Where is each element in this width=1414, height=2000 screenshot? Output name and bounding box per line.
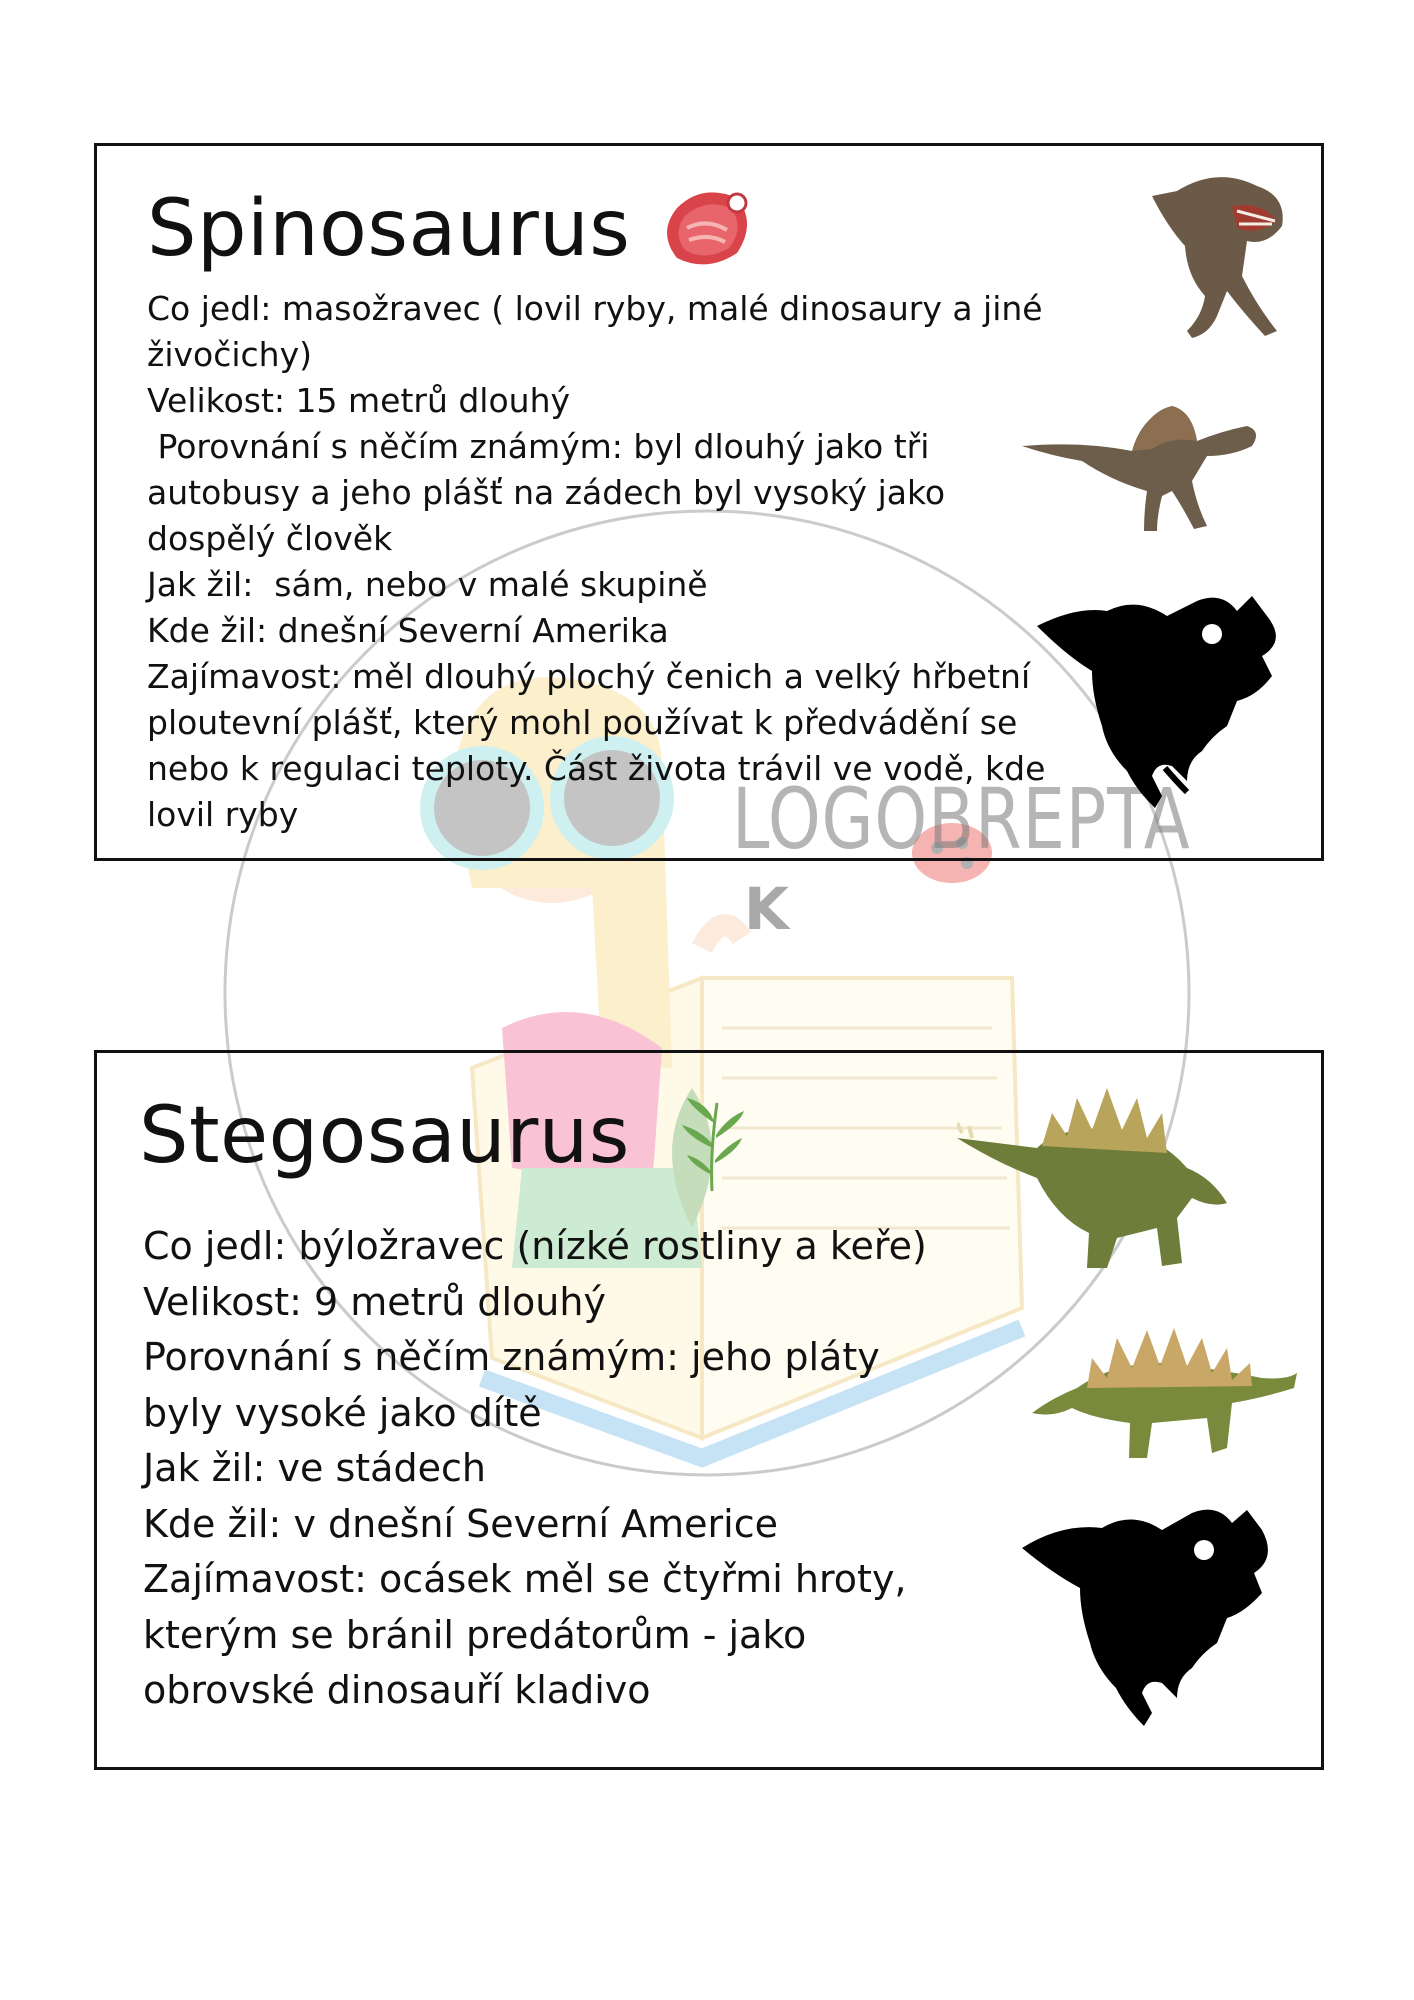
info-line: Zajímavost: měl dlouhý plochý čenich a velký hřbetní (147, 657, 1031, 696)
spinosaurus-walking-image (1022, 401, 1262, 541)
info-line: nebo k regulaci teploty. Část života trávil ve vodě, kde (147, 749, 1046, 788)
card-description (147, 286, 1107, 838)
info-line: Co jedl: masožravec ( lovil ryby, malé dinosaury a jiné (147, 289, 1043, 328)
info-line: byly vysoké jako dítě (143, 1390, 542, 1435)
north-america-map-silhouette (1022, 1498, 1277, 1728)
stegosaurus-side-image (957, 1068, 1232, 1273)
spinosaurus-roaring-image (1147, 166, 1302, 346)
leaf-icon (672, 1093, 752, 1193)
info-line: obrovské dinosauří kladivo (143, 1668, 651, 1712)
dinosaur-card-stegosaurus (94, 1050, 1324, 1770)
info-line: Co jedl: býložravec (nízké rostliny a keře) (143, 1224, 927, 1268)
meat-icon (657, 178, 757, 278)
info-line: Porovnání s něčím známým: byl dlouhý jako tři (147, 427, 930, 466)
info-line: Kde žil: v dnešní Severní Americe (143, 1501, 778, 1546)
north-america-map-silhouette (1037, 586, 1287, 811)
info-line: Porovnání s něčím známým: jeho pláty (143, 1335, 880, 1379)
info-line: dospělý člověk (147, 519, 393, 558)
info-line: Zajímavost: ocásek měl se čtyřmi hroty, (143, 1557, 907, 1601)
info-line: kterým se bránil predátorům - jako (143, 1612, 807, 1657)
info-line: živočichy) (147, 335, 312, 374)
info-line: ploutevní plášť, který mohl používat k předvádění se (147, 703, 1018, 742)
card-description (143, 1219, 1043, 1719)
watermark-brand-text: LOGOBREPTA (732, 770, 1191, 868)
info-line: lovil ryby (147, 795, 299, 834)
info-line: Jak žil: sám, nebo v malé skupině (147, 565, 708, 604)
info-line: Jak žil: ve stádech (143, 1446, 486, 1490)
card-title: Spinosaurus (147, 184, 631, 274)
dinosaur-card-spinosaurus (94, 143, 1324, 861)
card-title: Stegosaurus (139, 1091, 630, 1181)
watermark-letter: K (744, 875, 789, 943)
info-line: Velikost: 9 metrů dlouhý (143, 1279, 606, 1324)
stegosaurus-walking-image (1032, 1308, 1297, 1463)
info-line: autobusy a jeho plášť na zádech byl vysoký jako (147, 473, 946, 512)
info-line: Kde žil: dnešní Severní Amerika (147, 611, 669, 650)
info-line: Velikost: 15 metrů dlouhý (147, 381, 571, 420)
